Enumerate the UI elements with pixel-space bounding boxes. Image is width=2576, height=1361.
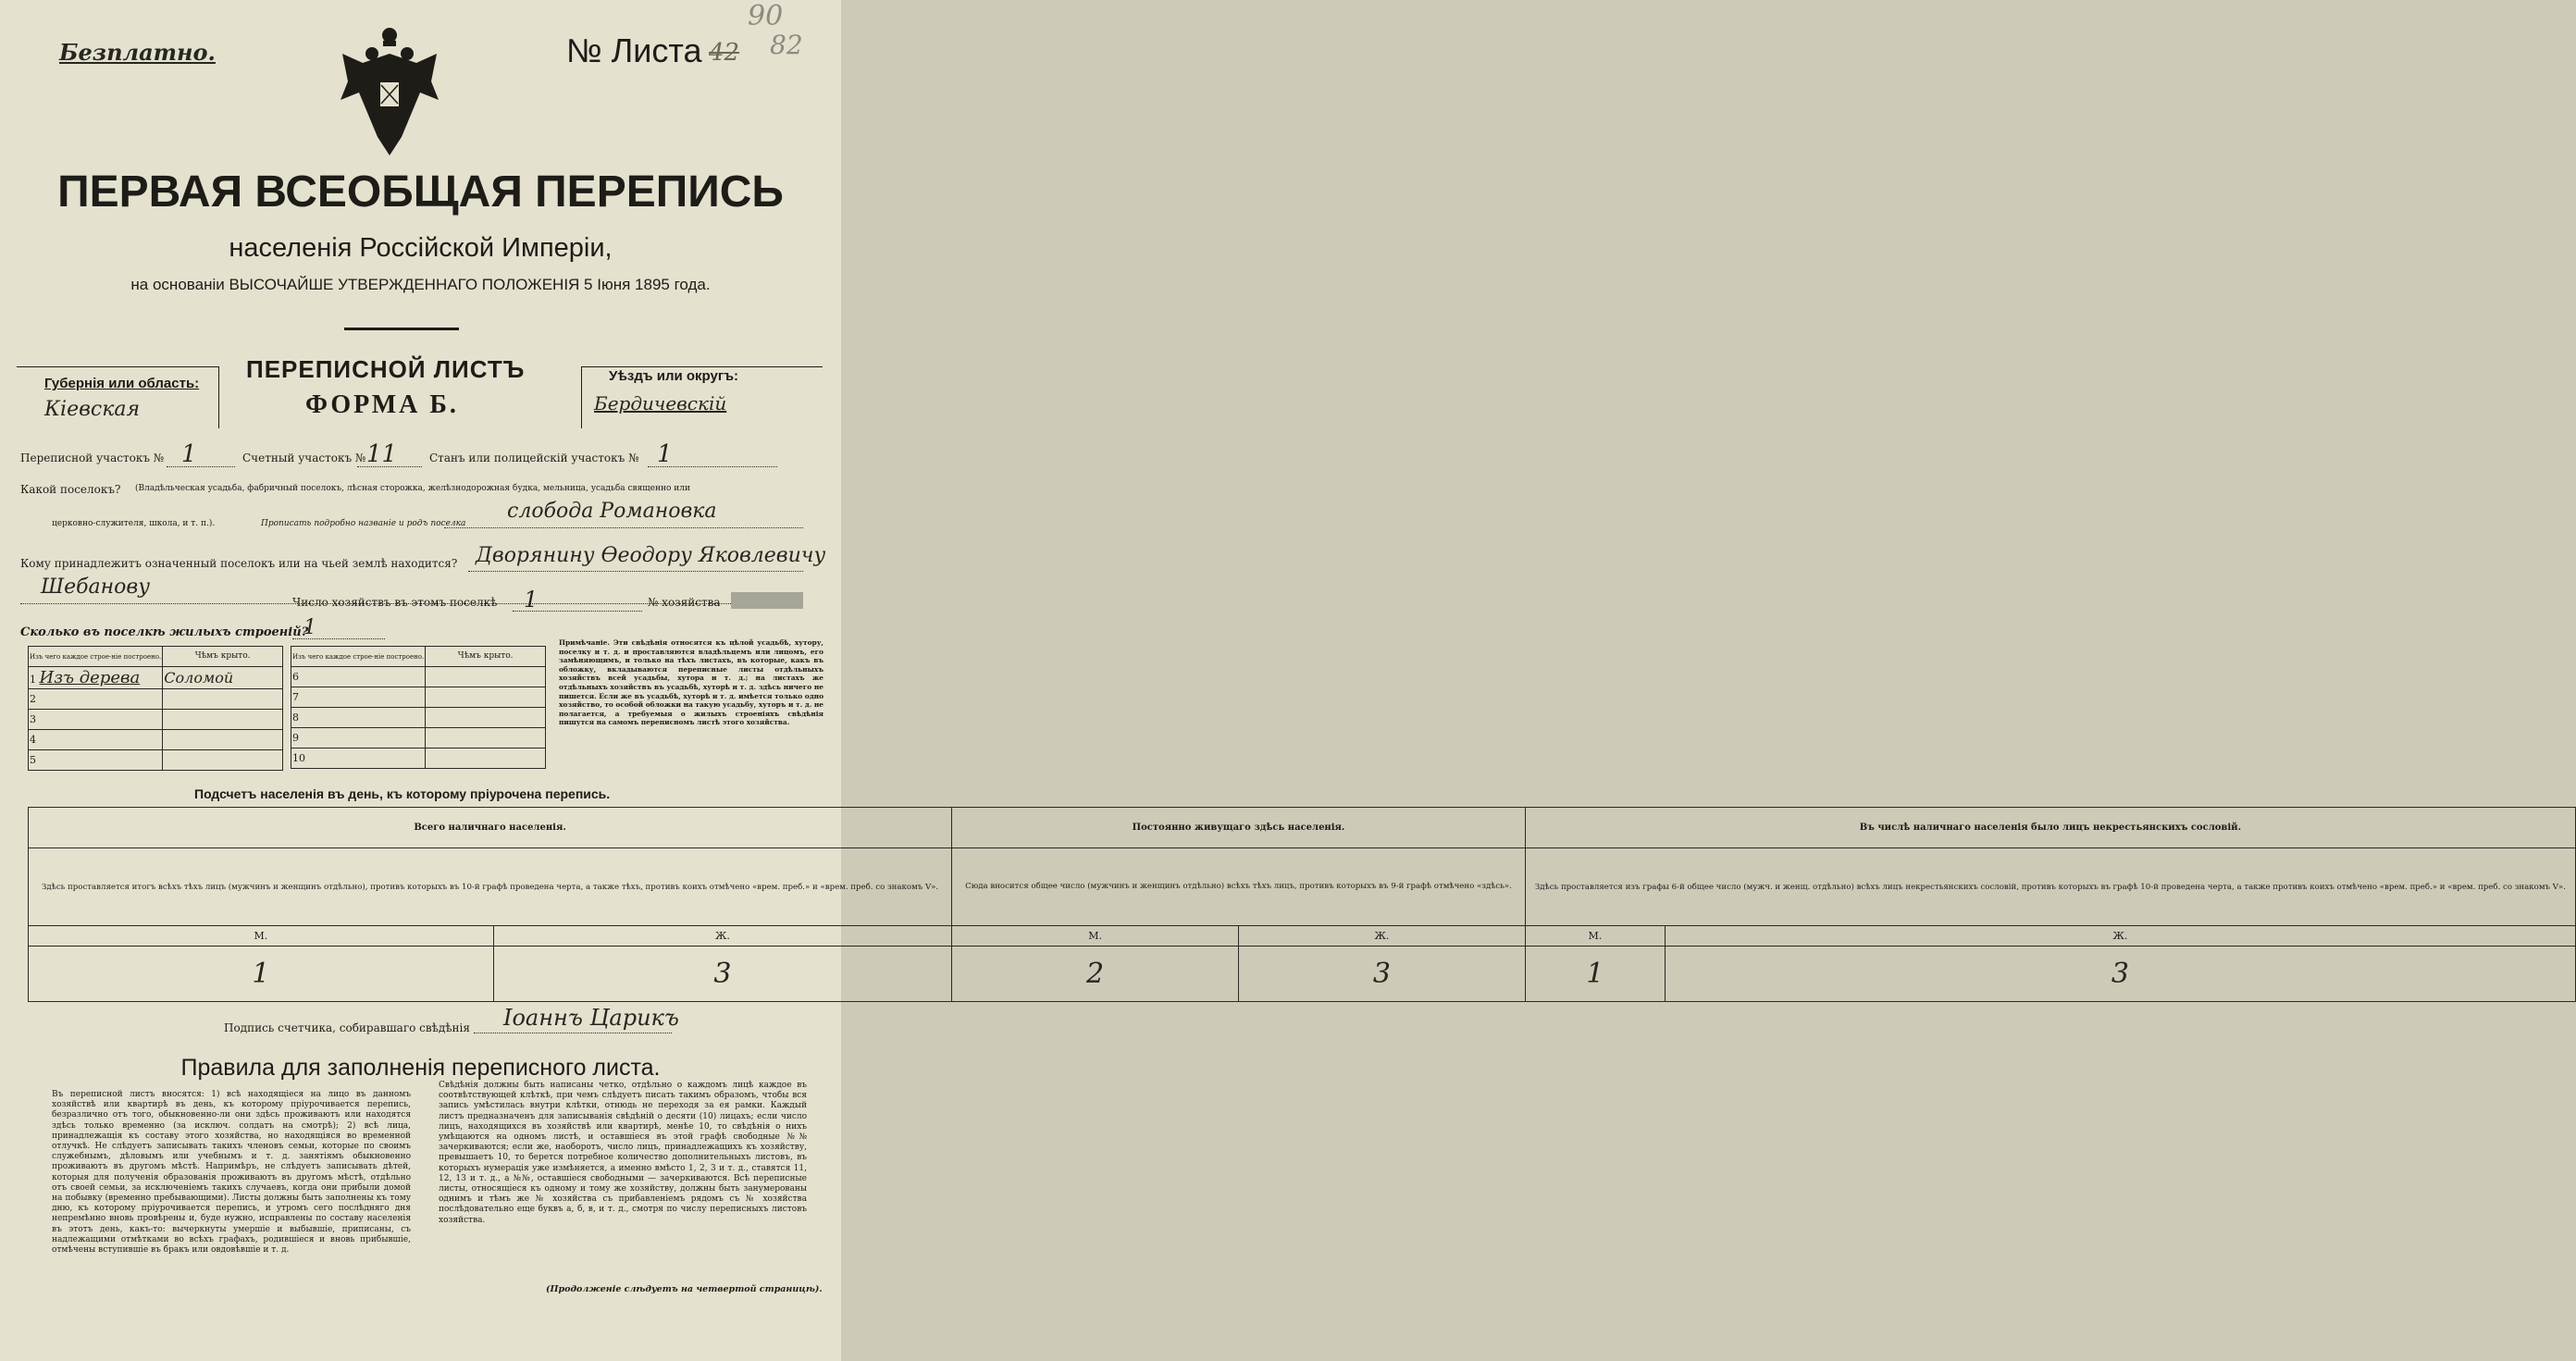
settlement-value[interactable]: слобода Романовка — [507, 500, 717, 523]
title-divider — [344, 328, 459, 330]
household-no-box — [731, 592, 803, 609]
counting-district-value[interactable]: 11 — [366, 440, 398, 468]
form-name: ФОРМА Б. — [305, 390, 459, 419]
col-material-header: Изъ чего каждое строе-ніе построено. — [29, 647, 163, 667]
permanent-title: Постоянно живущаго здѣсь населенія. — [952, 808, 1526, 848]
settlement-hint-1: (Владѣльческая усадьба, фабричный поселокъ, лѣсная сторожка, желѣзнодорожная будка, мельница, усадьба священно или — [135, 484, 690, 493]
guberniya-value: Кіевская — [44, 398, 141, 421]
uezd-value: Бердичевскій — [594, 392, 727, 414]
settlement-hint-3: Прописать подробно названіе и родъ поселка — [261, 519, 466, 528]
settlement-label: Какой поселокъ? — [20, 483, 121, 496]
buildings-table-right: Изъ чего каждое строе-ніе построено. Чѣмъ крыто. 6 7 8 9 10 — [291, 646, 546, 769]
page-subtitle: населенія Россійской Имперіи, — [229, 233, 613, 263]
table-row: 1 Изъ дерева — [29, 667, 163, 689]
guberniya-label: Губернія или область: — [44, 376, 200, 391]
table-row: 3 — [29, 710, 163, 730]
households-label: Число хозяйствъ въ этомъ поселкѣ — [292, 596, 498, 609]
households-value[interactable]: 1 — [524, 587, 539, 612]
census-district-value[interactable]: 1 — [181, 440, 197, 468]
table-row: 8 — [291, 708, 426, 728]
nonpeasant-desc: Здѣсь проставляется изъ графы 6-й общее число (мужч. и женщ. отдѣльно) всѣхъ лицъ некрестьянскихъ сословій, противъ которыхъ въ графѣ 10-й проведена черта, а также противъ коихъ отмѣчено «врем. преб.» и «врем. преб. со знакомъ V». — [1525, 848, 2575, 926]
note-text: Эти свѣдѣнія относятся къ цѣлой усадьбѣ, хутору, поселку и т. д. и проставляются владѣльцемъ или лицомъ, его замѣняющимъ, и только на тѣхъ листахъ, въ которые, какъ въ обложку, вкладываются переписные листы отдѣльныхъ хозяйствъ всей усадьбы, хутора и т. д.; на листахъ же отдѣльныхъ хозяйствъ въ усадьбѣ, хуторѣ и т. д. здѣсь ничего не пишется. Если же въ усадьбѣ, хуторѣ и т. д. имѣется только одно хозяйство, то особой обложки на такую усадьбу, хуторъ и т. д. не полагается, а требуемыя о жилыхъ строеніяхъ свѣдѣнія пишутся на самомъ переписномъ листѣ этого хозяйства. — [559, 638, 824, 727]
sheet-number-label: № Листа — [566, 31, 702, 69]
note-label: Примѣчаніе. — [559, 638, 610, 647]
free-label: Безплатно. — [59, 39, 216, 66]
form-title: ПЕРЕПИСНОЙ ЛИСТЪ — [246, 355, 526, 383]
permanent-male[interactable]: 2 — [952, 947, 1239, 1002]
uezd-label: Уѣздъ или округъ: — [609, 368, 739, 384]
table-row: 10 — [291, 749, 426, 769]
census-district-label: Переписной участокъ № — [20, 452, 165, 464]
population-table: Всего наличнаго населенія. Постоянно живущаго здѣсь населенія. Въ числѣ наличнаго населенія было лицъ некрестьянскихъ сословій. Здѣсь проставляется итогъ всѣхъ тѣхъ лицъ (мужчинъ и женщинъ отдѣльно), противъ которыхъ въ 10-й графѣ проведена черта, а также тѣхъ, противъ коихъ отмѣчено «врем. преб.» и «врем. преб. со знакомъ V». Сюда вносится общее число (мужчинъ и женщинъ отдѣльно) всѣхъ тѣхъ лицъ, противъ которыхъ въ 9-й графѣ отмѣчено «здѣсь». Здѣсь проставляется изъ графы 6-й общее число (мужч. и женщ. отдѣльно) всѣхъ лицъ некрестьянскихъ сословій, противъ которыхъ въ графѣ 10-й проведена черта, а также противъ коихъ отмѣчено «врем. преб.» и «врем. преб. со знакомъ V». М. Ж. М. Ж. М. Ж. 1 3 2 3 1 3 — [28, 807, 2576, 1002]
permanent-female[interactable]: 3 — [1239, 947, 1526, 1002]
table-row: 9 — [291, 728, 426, 749]
present-male[interactable]: 1 — [29, 947, 494, 1002]
table-row: 5 — [29, 750, 163, 771]
rules-continued: (Продолженіе слѣдуетъ на четвертой страницѣ). — [546, 1284, 823, 1294]
owner-label: Кому принадлежитъ означенный поселокъ или на чьей землѣ находится? — [20, 557, 458, 570]
legal-basis: на основаніи ВЫСОЧАЙШЕ УТВЕРЖДЕННАГО ПОЛОЖЕНІЯ 5 Іюня 1895 года. — [130, 276, 711, 293]
double-headed-eagle-icon — [335, 26, 444, 165]
permanent-desc: Сюда вносится общее число (мужчинъ и женщинъ отдѣльно) всѣхъ тѣхъ лицъ, противъ которыхъ въ 9-й графѣ отмѣчено «здѣсь». — [952, 848, 1526, 926]
table-row: 4 — [29, 730, 163, 750]
signature-value[interactable]: Іоаннъ Царикъ — [503, 1005, 679, 1031]
form-header-box — [17, 355, 822, 429]
nonpeasant-female[interactable]: 3 — [1665, 947, 2575, 1002]
buildings-value[interactable]: 1 — [303, 616, 316, 639]
note-block — [559, 638, 824, 727]
corner-note-2: 82 — [770, 30, 803, 60]
buildings-label: Сколько въ поселкѣ жилыхъ строеній? — [20, 625, 309, 639]
owner-value-1[interactable]: Дворянину Өеодору Яковлевичу — [476, 544, 826, 567]
stan-label: Станъ или полицейскій участокъ № — [429, 452, 639, 464]
rules-title: Правила для заполненія переписного листа. — [180, 1055, 661, 1081]
present-title: Всего наличнаго населенія. — [29, 808, 952, 848]
owner-value-2[interactable]: Шебанову — [41, 575, 150, 599]
col-roof-header: Чѣмъ крыто. — [163, 647, 283, 667]
present-female[interactable]: 3 — [493, 947, 951, 1002]
population-title: Подсчетъ населенія въ день, къ которому пріурочена перепись. — [194, 786, 611, 801]
rules-right-column: Свѣдѣнія должны быть написаны четко, отдѣльно о каждомъ лицѣ каждое въ соотвѣтствующей клѣткѣ, при чемъ слѣдуетъ писать такимъ образомъ, чтобы вся запись умѣстилась внутри клѣтки, отнюдь не переходя за ея рамки. Каждый листъ предназначенъ для записыванія свѣдѣній о десяти (10) лицахъ; если число лицъ, находящихся въ хозяйствѣ или квартирѣ, менѣе 10, то свѣдѣнія о нихъ умѣщаются на одномъ листѣ, и оставшіеся въ этой графѣ свободные №№ зачеркиваются; если же, наоборотъ, число лицъ, принадлежащихъ къ хозяйству, превышаетъ 10, то берется потребное количество дополнительныхъ листовъ, въ которыхъ нумерація уже измѣняется, а именно вмѣсто 1, 2, 3 и т. д., ставятся 11, 12, 13 и т. д., а №№, оставшіеся свободными — зачеркиваются. Всѣ переписные листы, относящіеся къ одному и тому же хозяйству, должны быть занумерованы однимъ и тѣмъ же № хозяйства съ прибавленіемъ рядомъ съ № хозяйства послѣдовательно еще буквъ а, б, в, и т. д., смотря по числу переписныхъ листовъ хозяйства. — [439, 1081, 807, 1225]
table-row: 6 — [291, 667, 426, 687]
household-no-label: № хозяйства — [648, 596, 721, 609]
nonpeasant-title: Въ числѣ наличнаго населенія было лицъ некрестьянскихъ сословій. — [1525, 808, 2575, 848]
present-desc: Здѣсь проставляется итогъ всѣхъ тѣхъ лицъ (мужчинъ и женщинъ отдѣльно), противъ которыхъ въ 10-й графѣ проведена черта, а также тѣхъ, противъ коихъ отмѣчено «врем. преб.» и «врем. преб. со знакомъ V». — [29, 848, 952, 926]
nonpeasant-male[interactable]: 1 — [1525, 947, 1665, 1002]
counting-district-label: Счетный участокъ № — [242, 452, 366, 464]
corner-note-1: 90 — [748, 0, 784, 32]
stan-value[interactable]: 1 — [657, 440, 673, 468]
table-row: 2 — [29, 689, 163, 710]
table-row: 7 — [291, 687, 426, 708]
rules-left-column: Въ переписной листъ вносятся: 1) всѣ находящіеся на лицо въ данномъ хозяйствѣ или квартирѣ въ день, къ которому пріурочивается перепись, безразлично отъ того, обыкновенно-ли они здѣсь проживаютъ или находятся здѣсь только временно (за исключ. солдатъ на смотрѣ); 2) всѣ лица, принадлежащія къ составу этого хозяйства, но находящіяся во временной отлучкѣ. Не слѣдуетъ записывать такихъ членовъ семьи, которые по своимъ служебнымъ, дѣловымъ или учебнымъ и т. д. занятіямъ обыкновенно проживаютъ въ другомъ мѣстѣ. Напримѣръ, не слѣдуетъ записывать дѣтей, которыя для полученія образованія проживаютъ въ другомъ мѣстѣ, отдѣльно отъ своей семьи, за исключеніемъ такихъ случаевъ, когда они прибыли домой на побывку (временно пребывающими). Листы должны быть заполнены къ тому дню, къ которому пріурочивается перепись, и утромъ сего послѣдняго дня непремѣнно вновь провѣрены и, буде нужно, исправлены по составу населенія въ этотъ день, какъ-то: вычеркнуты умершіе и выбывшіе, приписаны, съ надлежащими отмѣтками во всѣхъ графахъ, родившіеся и вновь прибывшіе, отмѣчены вступившіе въ бракъ или овдовѣвшіе и т. д. — [52, 1090, 411, 1256]
page-title: ПЕРВАЯ ВСЕОБЩАЯ ПЕРЕПИСЬ — [57, 167, 784, 217]
signature-label: Подпись счетчика, собиравшаго свѣдѣнія — [224, 1021, 470, 1034]
sheet-number-value: 42 — [709, 39, 740, 67]
buildings-table-left: Изъ чего каждое строе-ніе построено. Чѣмъ крыто. 1 Изъ дерева Соломой 2 3 4 5 — [28, 646, 283, 771]
settlement-hint-2: церковно-служителя, школа, и т. п.). — [52, 519, 216, 528]
